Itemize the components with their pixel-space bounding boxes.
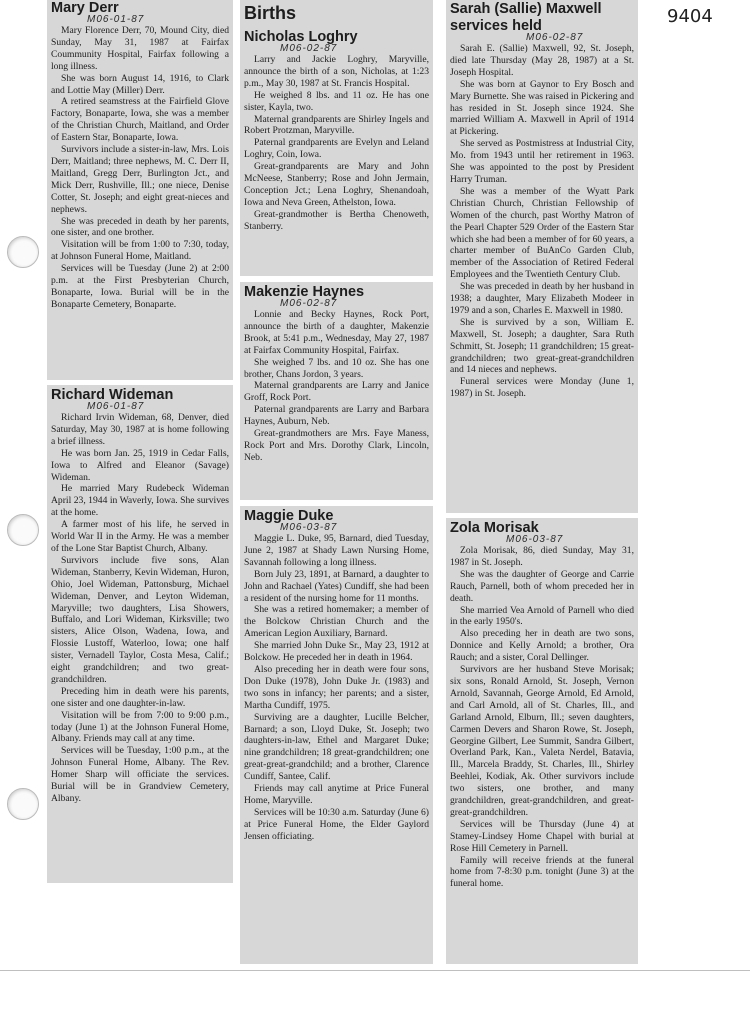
clipping-headline-line-2: services held [450,18,542,34]
handwritten-date-note: M06-03-87 [280,522,338,533]
paragraph: Paternal grandparents are Larry and Barbara Haynes, Auburn, Neb. [244,404,429,428]
handwritten-date-note: M06-02-87 [280,43,338,54]
paragraph: Zola Morisak, 86, died Sunday, May 31, 1987 in St. Joseph. [450,545,634,568]
paragraph: Funeral services were Monday (June 1, 1987) in St. Joseph. [450,376,634,400]
paragraph: Services will be Tuesday (June 2) at 2:00 p.m. at the First Presbyterian Church, Bonaparte, Iowa. Burial will be in the Bonaparte Cemetery, Bonaparte. [51,263,229,310]
page-number: 9404 [667,6,713,27]
paragraph: Lonnie and Becky Haynes, Rock Port, announce the birth of a daughter, Makenzie Brook, at 5:41 p.m., Wednesday, May 27, 1987 at Fairfax Community Hospital, Fairfax. [244,309,429,356]
paragraph: Larry and Jackie Loghry, Maryville, announce the birth of a son, Nicholas, at 1:23 p.m., May 30, 1987 at St. Francis Hospital. [244,54,429,89]
birth-notice-makenzie-haynes [240,282,433,500]
paragraph: Maggie L. Duke, 95, Barnard, died Tuesday, June 2, 1987 at Shady Lawn Nursing Home, Savannah following a long illness. [244,533,429,568]
obituary-richard-wideman [47,385,233,883]
paragraph: A retired seamstress at the Fairfield Glove Factory, Bonaparte, Iowa, she was a member of the Christian Church, Maitland, and Order of Eastern Star, Bonaparte, Iowa. [51,96,229,144]
binder-hole [7,236,39,268]
paragraph: Great-grandmother is Bertha Chenoweth, Stanberry. [244,208,429,232]
handwritten-date-note: M06-01-87 [87,14,145,25]
paragraph: Also preceding her in death are two sons, Donnice and Kelly Arnold; a brother, Ora Rauch; and a sister, Coral Dellinger. [450,628,634,664]
paragraph: She was preceded in death by her husband in 1938; a daughter, Mary Elizabeth Modeer in 1979 and a son, Charles E. Maxwell in 1980. [450,281,634,316]
paragraph: Maternal grandparents are Larry and Janice Groff, Rock Port. [244,380,429,404]
paragraph: Survivors include a sister-in-law, Mrs. Lois Derr, Maitland; three nephews, M. C. Derr II, Maitland, Gregg Derr, Burlington Jct., and Mick Derr, Rushville, Ill.; one niece, Denise Cotter, St. Joseph; and eight great-nieces and nephews. [51,144,229,215]
paragraph: She was born August 14, 1916, to Clark and Lottie May (Miller) Derr. [51,72,229,96]
clipping-headline: Zola Morisak [450,520,539,536]
section-heading-births: Births [244,3,297,23]
clipping-headline: Mary Derr [51,0,119,16]
paragraph: He weighed 8 lbs. and 11 oz. He has one sister, Kayla, two. [244,89,429,113]
clipping-headline: Richard Wideman [51,387,174,403]
paragraph: Visitation will be from 7:00 to 9:00 p.m., today (June 1) at the Johnson Funeral Home, Albany. Friends may call at any time. [51,709,229,745]
paragraph: She is survived by a son, William E. Maxwell, St. Joseph; a daughter, Sara Ruth Schmitt, St. Joseph; 11 grandchildren; 15 great-grandchildren; two great-great-grandchildren and 14 nieces and nephews. [450,316,634,376]
paragraph: She married Vea Arnold of Parnell who died in the early 1950's. [450,604,634,628]
paragraph: A farmer most of his life, he served in World War II in the Army. He was a member of the Lone Star Baptist Church, Albany. [51,519,229,554]
paragraph: Services will be Thursday (June 4) at Stamey-Lindsey Home Chapel with burial at Rose Hill Cemetery in Parnell. [450,818,634,854]
paragraph: Born July 23, 1891, at Barnard, a daughter to John and Rachael (Yates) Cundiff, she had been a resident of the nursing home for 11 months. [244,568,429,604]
paragraph: Also preceding her in death were four sons, Don Duke (1978), John Duke Jr. (1983) and two sons in infancy; her parents; and a sister, Martha Cundiff, 1975. [244,663,429,711]
paragraph: Maternal grandparents are Shirley Ingels and Robert Protzman, Maryville. [244,113,429,137]
clipping-headline: Nicholas Loghry [244,29,358,45]
binder-hole [7,788,39,820]
obituary-sarah-maxwell [446,0,638,513]
paragraph: Great-grandmothers are Mrs. Faye Maness, Rock Port and Mrs. Dorothy Clark, Lincoln, Neb. [244,428,429,463]
paragraph: She was born at Gaynor to Ery Bosch and Mary Burnette. She was raised in Pickering and has resided in St. Joseph since 1924. She married William A. Maxwell in April of 1914 at Pickering. [450,78,634,138]
binder-hole [7,514,39,546]
paragraph: He was born Jan. 25, 1919 in Cedar Falls, Iowa to Alfred and Eleanor (Savage) Wideman. [51,447,229,483]
clipping-headline: Makenzie Haynes [244,284,365,300]
obituary-zola-morisak [446,518,638,964]
obituary-mary-derr [47,0,233,380]
paragraph: Visitation will be from 1:00 to 7:30, today, at Johnson Funeral Home, Maitland. [51,239,229,263]
paragraph: Survivors include five sons, Alan Wideman, Stanberry, Kevin Wideman, Huron, Ohio, Joel Wideman, Pattonsburg, Michael Wideman, Denver, and Leyton Wideman, Maryville; two daughters, Lisa Showers, Buffalo, and Lori Wideman, Kirksville; two sisters, Alice Olson, Wadena, Iowa, and Flossie Lustoff, Waterloo, Iowa; one half sister, Vernadell Taylor, Costa Mesa, Calif.; eight grandchildren; and two great-grandchildren. [51,554,229,685]
paragraph: Survivors are her husband Steve Morisak; six sons, Ronald Arnold, St. Joseph, Vernon Arnold, Savannah, George Arnold, Ed Arnold, and Carl Arnold, all of St. Charles, Ill., and Garland Arnold, Elburn, Ill.; seven daughters, Carmen Devers and Sharon Rowe, St. Joseph, Georgine Gilbert, Lee Summit, Sandra Gilbert, Overland Park, Kan., Valeta Nerdel, Batavia, Ill., Marcela Braddy, St. Charles, Ill., Shirley Beehlei, Kodiak, Ak. Other survivors include two sisters, one brother, and many grandchildren, great-grandchildren, and great-great-grandchildren. [450,664,634,818]
paragraph: Preceding him in death were his parents, one sister and one daughter-in-law. [51,685,229,709]
paragraph: Services will be 10:30 a.m. Saturday (June 6) at Price Funeral Home, the Elder Gaylord Jensen officiating. [244,806,429,842]
paragraph: Richard Irvin Wideman, 68, Denver, died Saturday, May 30, 1987 at is home following a brief illness. [51,412,229,447]
handwritten-date-note: M06-03-87 [506,534,564,545]
paragraph: She was preceded in death by her parents, one sister, and one brother. [51,215,229,239]
handwritten-date-note: M06-01-87 [87,401,145,412]
paragraph: She weighed 7 lbs. and 10 oz. She has one brother, Chans Jordon, 3 years. [244,356,429,380]
paragraph: She was the daughter of George and Carrie Rauch, Parnell, both of whom preceded her in death. [450,568,634,604]
paragraph: Surviving are a daughter, Lucille Belcher, Barnard; a son, Lloyd Duke, St. Joseph; two daughters-in-law, Ethel and Margaret Duke; nine grandchildren; 18 great-grandchildren; one great-great-grandchild; and a brother, Clarence Cundiff, Santee, Calif. [244,711,429,783]
paragraph: Friends may call anytime at Price Funeral Home, Maryville. [244,783,429,806]
paragraph: Sarah E. (Sallie) Maxwell, 92, St. Joseph, died late Thursday (May 28, 1987) at a St. Joseph Hospital. [450,43,634,78]
paragraph: Family will receive friends at the funeral home from 7-8:30 p.m. tonight (June 3) at the funeral home. [450,854,634,890]
obituary-maggie-duke [240,506,433,964]
handwritten-date-note: M06-02-87 [526,32,584,43]
paragraph: She married John Duke Sr., May 23, 1912 at Bolckow. He preceded her in death in 1964. [244,640,429,664]
paragraph: Mary Florence Derr, 70, Mound City, died Sunday, May 31, 1987 at Fairfax Coummunity Hospital, Fairfax following a long illness. [51,25,229,72]
paragraph: She served as Postmistress at Industrial City, Mo. from 1943 until her retirement in 1963. She was appointed to the post by President Harry Truman. [450,138,634,185]
page-bottom-edge [0,970,750,971]
clipping-headline: Maggie Duke [244,508,334,524]
birth-notice-nicholas-loghry [240,0,433,276]
paragraph: She was a retired homemaker; a member of the Bolckow Christian Church and the American Legion Auxiliary, Barnard. [244,604,429,640]
clipping-headline: Sarah (Sallie) Maxwell [450,1,602,17]
handwritten-date-note: M06-02-87 [280,298,338,309]
paragraph: Paternal grandparents are Evelyn and Leland Loghry, Coin, Iowa. [244,137,429,161]
paragraph: She was a member of the Wyatt Park Christian Church, Christian Fellowship of Women of the church, past Worthy Matron of the Pearl Chapter 529 Order of the Eastern Star which she had been a member of for 60 years, a charter member of BuAnCo Garden Club, member of the Association of Retired Federal Employees and the Twentieth Century Club. [450,185,634,281]
paragraph: Great-grandparents are Mary and John McNeese, Stanberry; Rose and John Jermain, Conception Jct.; Lena Loghry, Shenandoah, Iowa and Neva Green, Athelston, Iowa. [244,161,429,208]
paragraph: Services will be Tuesday, 1:00 p.m., at the Johnson Funeral Home, Albany. The Rev. Homer Sharp will officiate the services. Burial will be in Grandview Cemetery, Albany. [51,745,229,804]
paragraph: He married Mary Rudebeck Wideman April 23, 1944 in Waverly, Iowa. She survives at the home. [51,483,229,519]
